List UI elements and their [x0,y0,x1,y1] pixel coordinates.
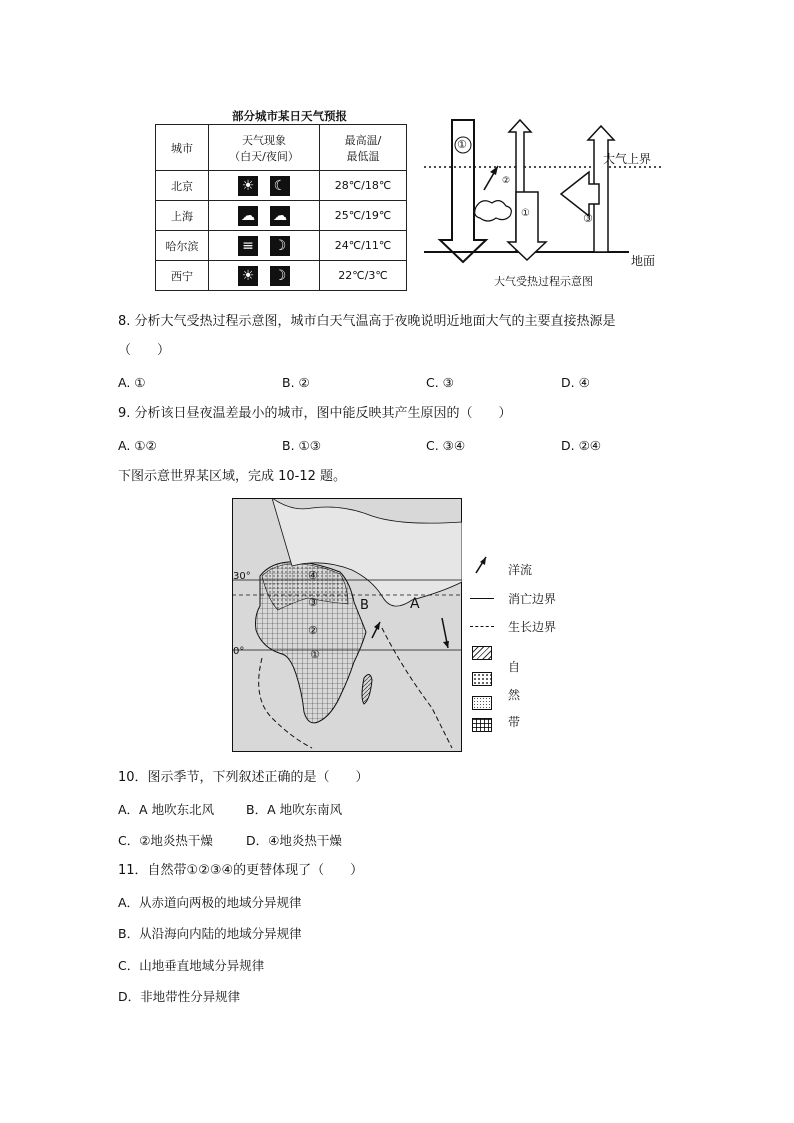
map-label-2: ② [308,624,318,637]
temp-cell: 24℃/11℃ [320,231,407,261]
q9-option-c[interactable]: C. ③④ [426,438,466,453]
weather-table-title: 部分城市某日天气预报 [232,109,347,123]
legend-grow: 生长边界 [508,620,557,634]
marker-1: ① [457,138,467,151]
rain-cloud-icon: ☁ [270,206,290,226]
diagram-caption: 大气受热过程示意图 [494,275,593,288]
question-9: 9. 分析该日昼夜温差最小的城市，图中能反映其产生原因的（ ） [118,406,512,421]
q10-option-c[interactable]: C．②地炎热干燥 [118,833,213,848]
atmosphere-top-label: 大气上界 [603,152,652,166]
legend-ocean-current: 洋流 [508,563,533,577]
legend-grow-line [470,626,494,627]
q8-option-b[interactable]: B. ② [282,375,310,390]
q9-option-d[interactable]: D. ②④ [561,438,601,453]
q9-option-a[interactable]: A. ①② [118,438,157,453]
marker-1b: ① [521,208,530,219]
q8-option-a[interactable]: A. ① [118,375,146,390]
legend-ocean-current-icon [474,553,490,575]
q10-option-a[interactable]: A．A 地吹东北风 [118,802,215,817]
city-cell: 哈尔滨 [156,231,209,261]
weather-table [155,124,407,291]
header-city: 城市 [156,125,209,171]
moon-icon: ☽ [270,236,290,256]
intro-text: 下图示意世界某区域，完成 10-12 题。 [118,469,347,484]
map-label-3: ③ [308,596,318,609]
table-row [156,261,407,291]
sun-icon: ☀ [238,176,258,196]
table-row [156,231,407,261]
legend-grid-swatch [472,718,492,732]
region-map [232,498,462,752]
legend-zone-2: 然 [508,688,521,702]
q11-option-d[interactable]: D．非地带性分异规律 [118,989,241,1004]
question-11: 11．自然带①②③④的更替体现了（ ） [118,863,364,878]
question-8: 8. 分析大气受热过程示意图，城市白天气温高于夜晚说明近地面大气的主要直接热源是 [118,314,616,329]
weather-cell [209,261,320,291]
sun-icon: ☀ [238,266,258,286]
city-cell: 西宁 [156,261,209,291]
marker-3: ③ [583,212,593,225]
header-weather: 天气现象 （白天/夜间） [209,125,320,171]
temp-cell: 25℃/19℃ [320,201,407,231]
city-cell: 北京 [156,171,209,201]
marker-2: ② [502,176,511,186]
city-cell: 上海 [156,201,209,231]
legend-zone-1: 自 [508,660,521,674]
header-temp: 最高温/ 最低温 [320,125,407,171]
legend-zone-3: 带 [508,715,521,729]
legend-hatch-swatch [472,646,492,660]
table-row [156,201,407,231]
weather-cell [209,171,320,201]
weather-cell [209,201,320,231]
q8-option-c[interactable]: C. ③ [426,375,454,390]
rain-cloud-icon: ☁ [238,206,258,226]
legend-vanish: 消亡边界 [508,592,557,606]
q9-option-b[interactable]: B. ①③ [282,438,321,453]
legend-fine-dots-swatch [472,696,492,710]
q10-option-d[interactable]: D．④地炎热干燥 [246,833,342,848]
q11-option-c[interactable]: C．山地垂直地域分异规律 [118,958,265,973]
temp-cell: 22℃/3℃ [320,261,407,291]
lat-0-label: 0° [233,646,245,657]
q11-option-b[interactable]: B．从沿海向内陆的地域分异规律 [118,926,302,941]
temp-cell: 28℃/18℃ [320,171,407,201]
ground-label: 地面 [631,254,656,268]
q8-option-d[interactable]: D. ④ [561,375,590,390]
map-label-b: B [360,598,369,613]
fog-icon: ≡ [238,236,258,256]
question-10: 10．图示季节，下列叙述正确的是（ ） [118,770,369,785]
map-label-a: A [410,596,420,612]
q10-option-b[interactable]: B．A 地吹东南风 [246,802,343,817]
q11-option-a[interactable]: A．从赤道向两极的地域分异规律 [118,895,302,910]
table-row [156,171,407,201]
weather-cell [209,231,320,261]
moon-cloud-icon: ☾ [270,176,290,196]
map-label-1: ① [310,648,320,661]
map-label-4: ④ [308,569,318,582]
question-8-paren: （ ） [118,343,171,358]
moon-icon: ☽ [270,266,290,286]
lat-30-label: 30° [233,571,251,582]
legend-dots-swatch [472,672,492,686]
legend-vanish-line [470,598,494,599]
